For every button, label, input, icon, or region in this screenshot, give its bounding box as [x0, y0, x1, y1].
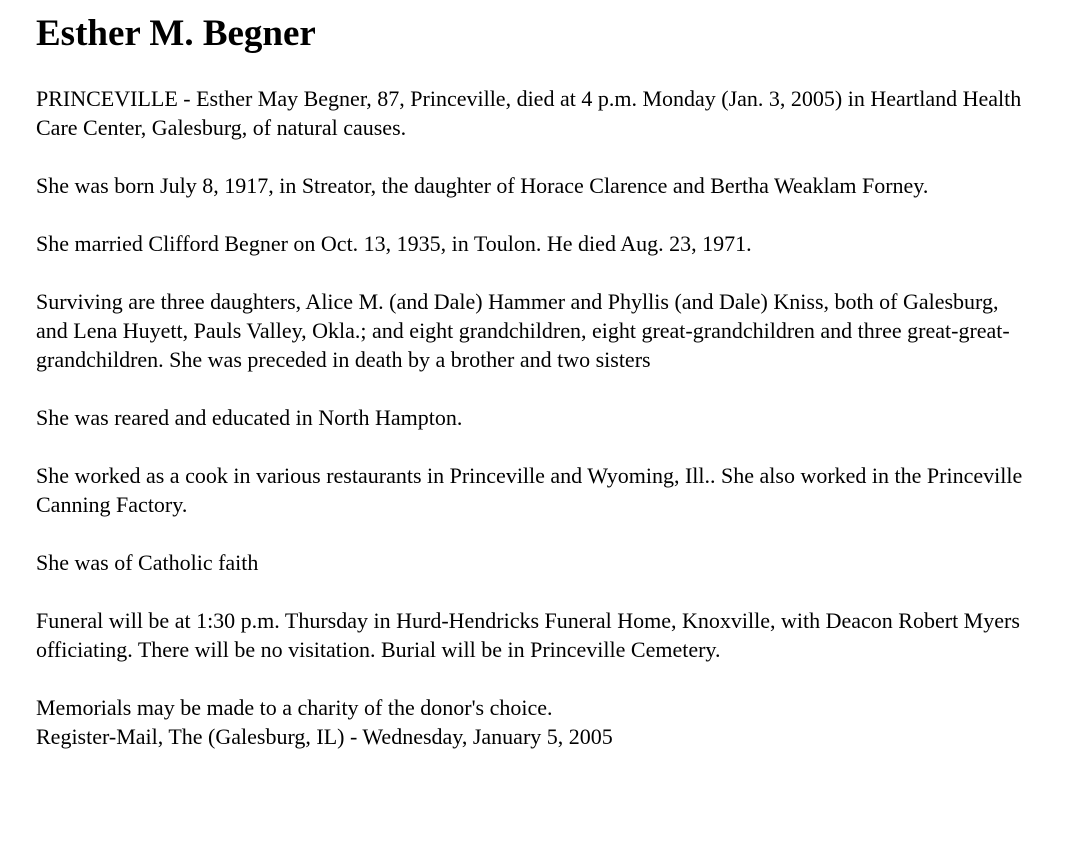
paragraph-death-notice: PRINCEVILLE - Esther May Begner, 87, Princeville, died at 4 p.m. Monday (Jan. 3, 2005) in Heartland Health Care Center, Galesburg, of natural causes. [36, 86, 1022, 140]
page-title: Esther M. Begner [36, 13, 316, 54]
obituary-body [36, 84, 1026, 751]
paragraph-survivors: Surviving are three daughters, Alice M. (and Dale) Hammer and Phyllis (and Dale) Kniss, both of Galesburg, and Lena Huyett, Pauls Valley, Okla.; and eight grandchildren, eight great-grandchildren and three great-great-grandchildren. She was preceded in death by a brother and two sisters [36, 289, 1010, 372]
paragraph-birth: She was born July 8, 1917, in Streator, the daughter of Horace Clarence and Bertha Weaklam Forney. [36, 173, 929, 198]
paragraph-memorials: Memorials may be made to a charity of the donor's choice. [36, 695, 553, 720]
paragraph-education: She was reared and educated in North Hampton. [36, 405, 463, 430]
paragraph-work: She worked as a cook in various restaurants in Princeville and Wyoming, Ill.. She also worked in the Princeville Canning Factory. [36, 463, 1023, 517]
paragraph-funeral: Funeral will be at 1:30 p.m. Thursday in Hurd-Hendricks Funeral Home, Knoxville, with Deacon Robert Myers officiating. There will be no visitation. Burial will be in Princeville Cemetery. [36, 608, 1020, 662]
obituary-page [36, 0, 1026, 751]
paragraph-faith: She was of Catholic faith [36, 550, 259, 575]
paragraph-marriage: She married Clifford Begner on Oct. 13, 1935, in Toulon. He died Aug. 23, 1971. [36, 231, 752, 256]
source-line: Register-Mail, The (Galesburg, IL) - Wednesday, January 5, 2005 [36, 724, 613, 749]
